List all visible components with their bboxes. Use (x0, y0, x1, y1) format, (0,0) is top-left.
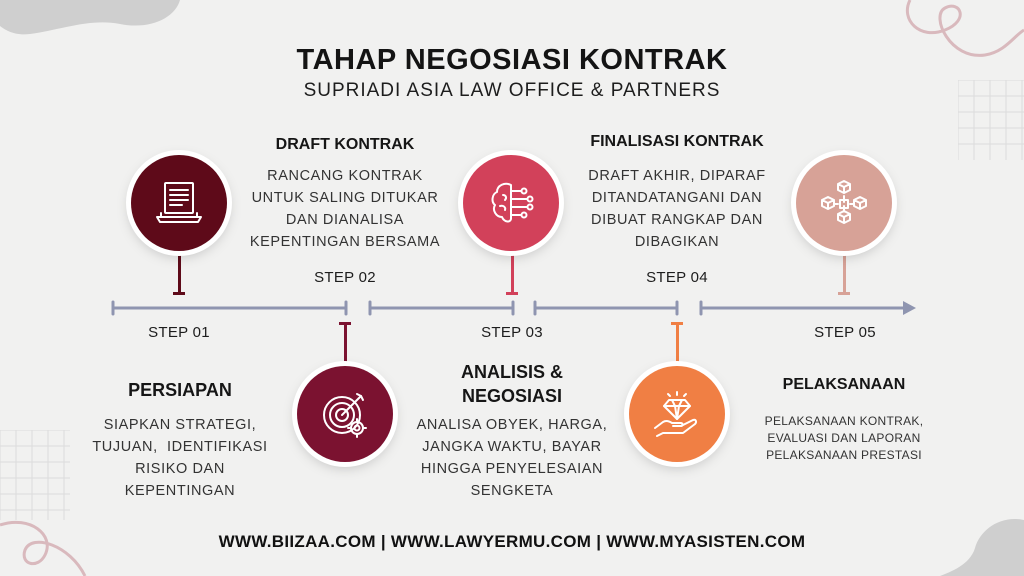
desc-line: DIBAGIKAN (634, 234, 720, 250)
step-05-heading: PELAKSANAAN (782, 376, 906, 393)
heading-line: ANALISIS & (460, 362, 563, 382)
step-04-heading: FINALISASI KONTRAK (590, 133, 764, 150)
desc-line: DITANDATANGANI DAN (591, 190, 763, 206)
desc-line: TUJUAN, IDENTIFIKASI (92, 439, 268, 455)
desc-line: ANALISA OBYEK, HARGA, (416, 417, 608, 433)
step-04-connector (676, 322, 679, 364)
desc-line: RISIKO DAN (135, 461, 225, 477)
step-02-connector-cap (339, 322, 351, 325)
step-02-label: STEP 02 (314, 269, 376, 286)
footer-links: WWW.BIIZAA.COM | WWW.LAWYERMU.COM | WWW.MYASISTEN.COM (218, 532, 806, 551)
desc-line: PELAKSANAAN PRESTASI (766, 448, 922, 462)
step-05-connector (843, 252, 846, 294)
step-03-label: STEP 03 (481, 324, 543, 341)
page-subtitle: SUPRIADI ASIA LAW OFFICE & PARTNERS (303, 80, 721, 101)
desc-line: DIBUAT RANGKAP DAN (591, 212, 763, 228)
desc-line: RANCANG KONTRAK (267, 168, 423, 184)
step-05-connector-cap (838, 292, 850, 295)
brain-circuit-icon (483, 175, 539, 231)
step-01-label: STEP 01 (148, 324, 210, 341)
target-gear-icon (317, 386, 373, 442)
desc-line: UNTUK SALING DITUKAR (251, 190, 439, 206)
desc-line: PELAKSANAAN KONTRAK, (764, 414, 924, 428)
blocks-network-icon (816, 175, 872, 231)
laptop-document-icon (151, 175, 207, 231)
step-03-connector (511, 252, 514, 294)
step-04-description (572, 165, 782, 253)
desc-line: DAN DIANALISA (285, 212, 405, 228)
desc-line: EVALUASI DAN LAPORAN (767, 431, 921, 445)
desc-line: DRAFT AKHIR, DIPARAF (588, 168, 766, 184)
timeline-axis (100, 296, 924, 320)
step-02-heading: DRAFT KONTRAK (275, 136, 415, 153)
heading-line: NEGOSIASI (461, 386, 563, 406)
step-04-circle (629, 366, 725, 462)
step-05-description (744, 413, 944, 464)
page-title: TAHAP NEGOSIASI KONTRAK (296, 44, 728, 76)
step-01-description (80, 414, 280, 502)
step-03-circle (463, 155, 559, 251)
desc-line: KEPENTINGAN BERSAMA (249, 234, 441, 250)
desc-line: HINGGA PENYELESAIAN (420, 461, 604, 477)
step-01-connector-cap (173, 292, 185, 295)
step-03-description (402, 414, 622, 502)
step-02-description (240, 165, 450, 253)
step-02-connector (344, 322, 347, 364)
step-05-circle (796, 155, 892, 251)
step-03-connector-cap (506, 292, 518, 295)
desc-line: JANGKA WAKTU, BAYAR (422, 439, 602, 455)
step-01-circle (131, 155, 227, 251)
desc-line: KEPENTINGAN (124, 483, 236, 499)
desc-line: SIAPKAN STRATEGI, (103, 417, 257, 433)
step-02-circle (297, 366, 393, 462)
desc-line: SENGKETA (470, 483, 554, 499)
step-01-connector (178, 252, 181, 294)
step-04-connector-cap (671, 322, 683, 325)
step-01-heading: PERSIAPAN (128, 380, 232, 400)
step-03-heading (412, 360, 612, 408)
step-04-label: STEP 04 (646, 269, 708, 286)
step-05-label: STEP 05 (814, 324, 876, 341)
hand-diamond-icon (649, 386, 705, 442)
